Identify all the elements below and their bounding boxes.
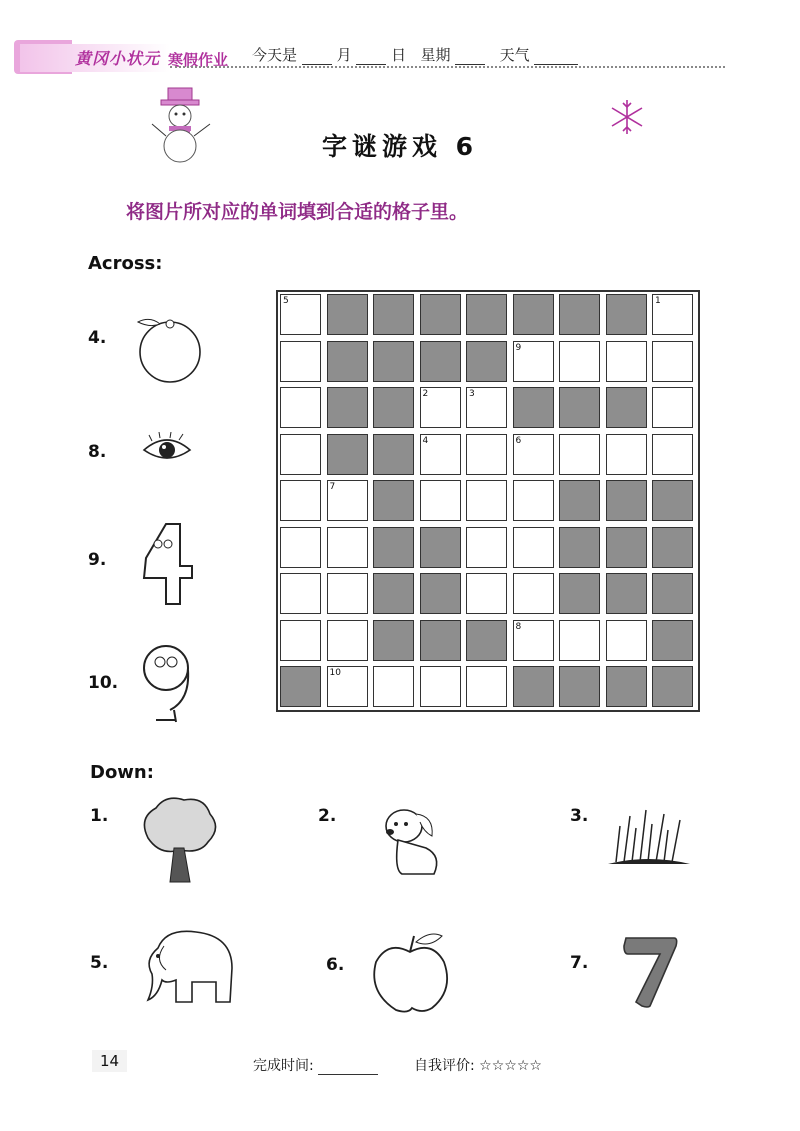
across-clue-number: 10. — [88, 673, 119, 693]
month-label: 月 — [336, 46, 352, 64]
grid-cell[interactable] — [513, 480, 554, 521]
grid-cell[interactable] — [420, 387, 461, 428]
grid-cell-blocked — [559, 387, 600, 428]
grid-cell[interactable] — [420, 480, 461, 521]
grid-cell-blocked — [373, 480, 414, 521]
grid-cell[interactable] — [280, 294, 321, 335]
grid-cell-number: 6 — [515, 435, 522, 446]
grid-cell[interactable] — [652, 341, 693, 382]
grid-cell[interactable] — [513, 341, 554, 382]
number-nine-icon — [136, 640, 198, 728]
grid-cell-blocked — [420, 573, 461, 614]
grid-cell[interactable] — [606, 620, 647, 661]
grid-cell[interactable] — [280, 387, 321, 428]
grid-cell[interactable] — [280, 434, 321, 475]
grid-cell[interactable] — [420, 434, 461, 475]
number-seven-icon — [620, 934, 680, 1010]
grid-cell-blocked — [559, 666, 600, 707]
grid-cell-number: 2 — [422, 389, 429, 399]
grid-cell-blocked — [652, 666, 693, 707]
elephant-icon — [136, 924, 240, 1010]
grid-cell[interactable] — [280, 573, 321, 614]
page-number: 14 — [92, 1050, 127, 1072]
grid-cell[interactable] — [559, 620, 600, 661]
down-clue-number: 3. — [570, 806, 589, 826]
grid-cell-blocked — [652, 573, 693, 614]
grid-cell-blocked — [420, 527, 461, 568]
across-clue-number: 8. — [88, 442, 107, 462]
down-clue-number: 5. — [90, 953, 109, 973]
crossword-cells — [280, 294, 700, 714]
header-dotted-rule — [170, 66, 725, 68]
grid-cell-blocked — [466, 341, 507, 382]
weather-label: 天气 — [499, 46, 530, 64]
date-line — [252, 44, 578, 65]
grid-cell-number: 4 — [422, 435, 429, 446]
grid-cell-number: 8 — [515, 621, 522, 632]
grid-cell-blocked — [559, 527, 600, 568]
grid-cell-number: 1 — [655, 296, 661, 306]
grid-cell[interactable] — [327, 527, 368, 568]
grid-cell[interactable] — [606, 341, 647, 382]
grid-cell-blocked — [606, 294, 647, 335]
completion-time — [253, 1055, 378, 1075]
across-heading: Across: — [88, 253, 163, 274]
self-evaluation-label: 自我评价: — [414, 1058, 475, 1074]
grid-cell[interactable] — [466, 666, 507, 707]
down-clue-number: 2. — [318, 806, 337, 826]
grid-cell-blocked — [559, 573, 600, 614]
brand-logo: 黄冈小状元 — [75, 49, 161, 68]
grass-icon — [606, 806, 692, 868]
grid-cell[interactable] — [513, 620, 554, 661]
grid-cell[interactable] — [327, 620, 368, 661]
grid-cell-number: 3 — [469, 389, 475, 399]
grid-cell[interactable] — [280, 527, 321, 568]
grid-cell[interactable] — [652, 434, 693, 475]
weather-blank[interactable] — [534, 64, 578, 65]
rating-stars[interactable]: ☆☆☆☆☆ — [479, 1058, 542, 1074]
grid-cell[interactable] — [513, 434, 554, 475]
grid-cell[interactable] — [513, 573, 554, 614]
grid-cell-blocked — [606, 666, 647, 707]
grid-cell-blocked — [373, 573, 414, 614]
grid-cell-blocked — [513, 666, 554, 707]
grid-cell-blocked — [513, 294, 554, 335]
grid-cell-blocked — [606, 480, 647, 521]
grid-cell-number: 5 — [283, 296, 289, 306]
weekday-blank[interactable] — [455, 64, 485, 65]
dog-icon — [376, 800, 450, 880]
grid-cell[interactable] — [466, 387, 507, 428]
grid-cell-blocked — [466, 294, 507, 335]
completion-time-blank[interactable] — [318, 1074, 378, 1075]
grid-cell[interactable] — [420, 666, 461, 707]
grid-cell[interactable] — [280, 341, 321, 382]
grid-cell-blocked — [559, 480, 600, 521]
grid-cell-blocked — [652, 620, 693, 661]
grid-cell[interactable] — [280, 480, 321, 521]
weekday-label: 星期 — [420, 46, 451, 64]
down-heading: Down: — [90, 762, 154, 783]
grid-cell[interactable] — [466, 573, 507, 614]
date-prefix: 今天是 — [252, 46, 298, 64]
down-clue-number: 7. — [570, 953, 589, 973]
grid-cell[interactable] — [466, 434, 507, 475]
grid-cell[interactable] — [606, 434, 647, 475]
grid-cell[interactable] — [652, 294, 693, 335]
grid-cell[interactable] — [466, 480, 507, 521]
grid-cell-blocked — [559, 294, 600, 335]
tree-icon — [138, 794, 220, 886]
grid-cell-blocked — [373, 620, 414, 661]
grid-cell-blocked — [373, 434, 414, 475]
number-four-icon — [136, 518, 202, 610]
grid-cell-blocked — [420, 294, 461, 335]
grid-cell[interactable] — [559, 434, 600, 475]
grid-cell-number: 10 — [329, 668, 341, 678]
day-label: 日 — [391, 46, 407, 64]
down-clue-number: 6. — [326, 955, 345, 975]
grid-cell[interactable] — [466, 527, 507, 568]
subject-label: 寒假作业 — [168, 51, 229, 69]
grid-cell-blocked — [652, 480, 693, 521]
grid-cell-blocked — [466, 620, 507, 661]
page-title: 字谜游戏 6 — [321, 132, 479, 161]
month-blank[interactable] — [302, 64, 332, 65]
grid-cell-blocked — [327, 341, 368, 382]
grid-cell-number: 7 — [329, 482, 336, 492]
grid-cell-blocked — [373, 341, 414, 382]
down-clue-number: 1. — [90, 806, 109, 826]
grid-cell[interactable] — [327, 666, 368, 707]
grid-cell[interactable] — [327, 573, 368, 614]
apple-icon — [368, 928, 452, 1020]
grid-cell[interactable] — [373, 666, 414, 707]
grid-cell-number: 9 — [515, 342, 522, 353]
grid-cell-blocked — [606, 527, 647, 568]
grid-cell-blocked — [280, 666, 321, 707]
grid-cell-blocked — [606, 387, 647, 428]
grid-cell-blocked — [420, 620, 461, 661]
self-evaluation — [414, 1055, 542, 1075]
grid-cell[interactable] — [559, 341, 600, 382]
orange-icon — [130, 312, 210, 384]
day-blank[interactable] — [356, 64, 386, 65]
grid-cell-blocked — [513, 387, 554, 428]
grid-cell-blocked — [373, 527, 414, 568]
grid-cell-blocked — [327, 434, 368, 475]
instruction-text: 将图片所对应的单词填到合适的格子里。 — [126, 201, 469, 223]
grid-cell[interactable] — [513, 527, 554, 568]
grid-cell-blocked — [373, 387, 414, 428]
grid-cell-blocked — [606, 573, 647, 614]
completion-time-label: 完成时间: — [253, 1058, 314, 1074]
grid-cell-blocked — [373, 294, 414, 335]
across-clue-number: 4. — [88, 328, 107, 348]
grid-cell-blocked — [420, 341, 461, 382]
grid-cell-blocked — [652, 527, 693, 568]
across-clue-number: 9. — [88, 550, 107, 570]
grid-cell-blocked — [327, 294, 368, 335]
grid-cell[interactable] — [652, 387, 693, 428]
grid-cell[interactable] — [327, 480, 368, 521]
eye-icon — [140, 432, 194, 466]
grid-cell-blocked — [327, 387, 368, 428]
grid-cell[interactable] — [280, 620, 321, 661]
